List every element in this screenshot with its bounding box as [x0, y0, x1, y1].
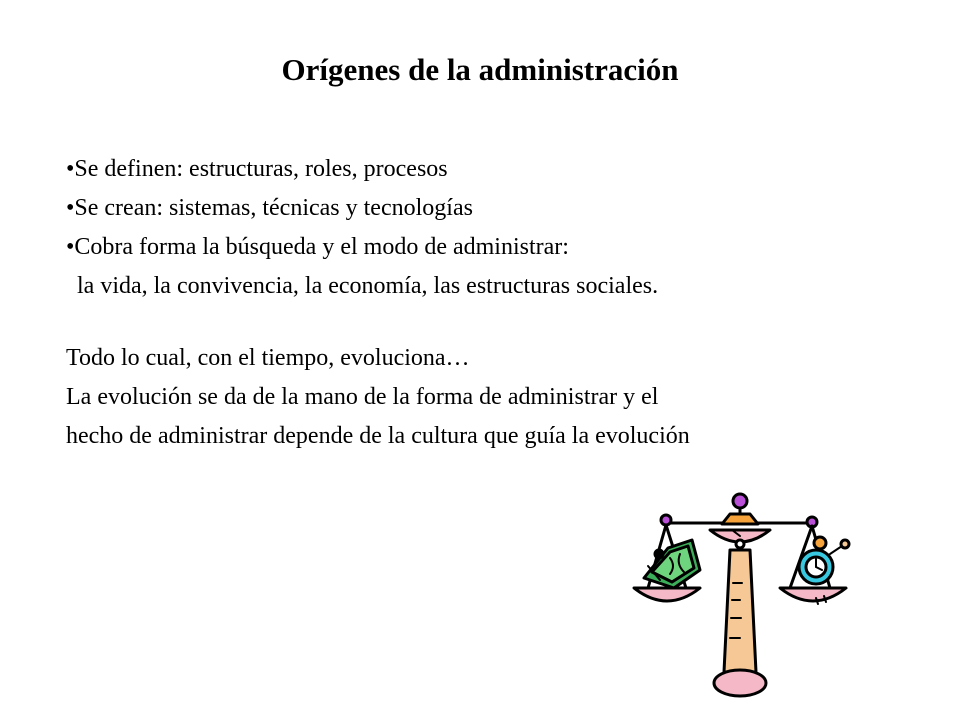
balance-scale-icon: [630, 488, 860, 708]
slide-title: Orígenes de la administración: [281, 52, 679, 87]
paragraph-line: hecho de administrar depende de la cultura que guía la evolución: [66, 423, 690, 449]
paragraph-line: La evolución se da de la mano de la forma de administrar y el: [66, 384, 659, 410]
bullet-continuation: la vida, la convivencia, la economía, las estructuras sociales.: [77, 273, 659, 299]
bullet-item: •Se definen: estructuras, roles, procesos: [66, 156, 448, 182]
bullet-list: [66, 150, 658, 306]
bullet-item: •Se crean: sistemas, técnicas y tecnologías: [66, 195, 473, 221]
paragraph-line: Todo lo cual, con el tiempo, evoluciona…: [66, 345, 470, 371]
bullet-item: •Cobra forma la búsqueda y el modo de administrar:: [66, 234, 569, 260]
paragraph: [66, 339, 690, 456]
